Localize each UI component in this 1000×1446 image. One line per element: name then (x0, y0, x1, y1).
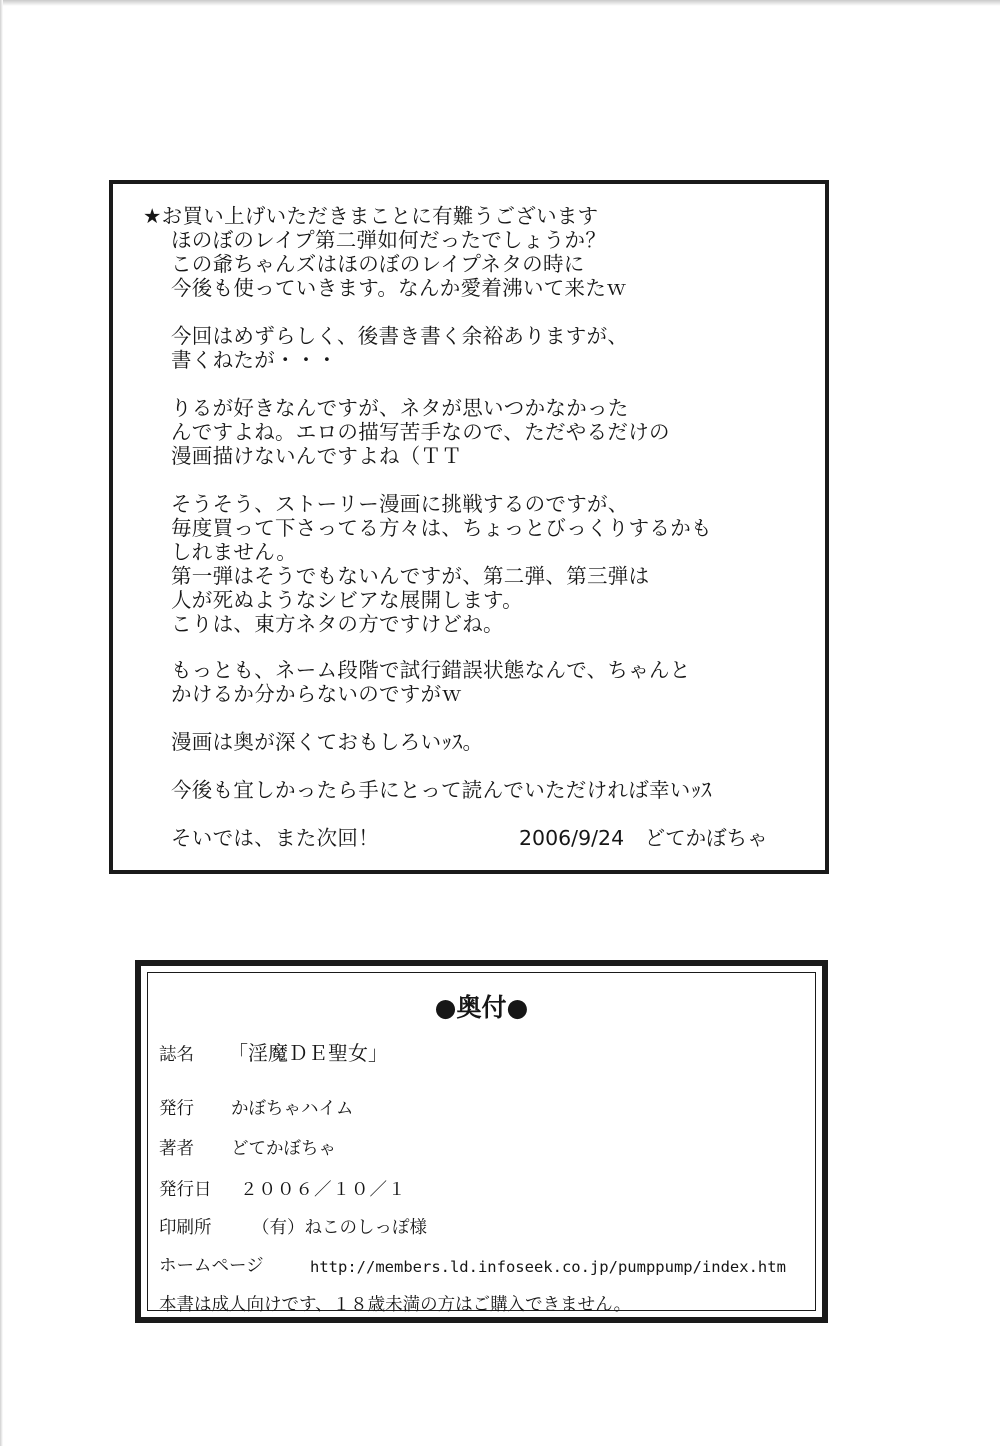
colophon-value-date: ２００６／１０／１ (240, 1180, 407, 1200)
afterword-line: もっとも、ネーム段階で試行錯誤状態なんで、ちゃんと (171, 658, 691, 682)
afterword-line: 毎度買って下さってる方々は、ちょっとびっくりするかも (171, 516, 712, 540)
afterword-signoff-date: 2006/9/24 どてかぼちゃ (519, 826, 768, 850)
colophon-inner-frame (147, 972, 816, 1315)
afterword-line: 書くねたが・・・ (171, 348, 338, 372)
afterword-box (109, 180, 829, 874)
afterword-signoff-text: そいでは、また次回！ (171, 826, 379, 850)
afterword-line: りるが好きなんですが、ネタが思いつかなかった (171, 396, 629, 420)
colophon-label-date: 発行日 (159, 1180, 212, 1200)
afterword-line: 第一弾はそうでもないんですが、第二弾、第三弾は (171, 564, 650, 588)
afterword-line: んですよね。エロの描写苦手なので、ただやるだけの (171, 420, 670, 444)
afterword-line: こりは、東方ネタの方ですけどね。 (171, 612, 504, 636)
afterword-line: 漫画は奥が深くておもしろいｯｽ。 (171, 730, 484, 754)
colophon-label-homepage: ホームページ (159, 1256, 264, 1276)
afterword-line: ほのぼのレイプ第二弾如何だったでしょうか？ (171, 228, 607, 252)
afterword-line: 今後も宜しかったら手にとって読んでいただければ幸いｯｽ (171, 778, 712, 802)
colophon-label-title: 誌名 (159, 1045, 194, 1065)
colophon-value-publisher: かぼちゃハイム (231, 1099, 354, 1119)
afterword-line: 漫画描けないんですよね（ＴＴ (171, 444, 463, 468)
afterword-line: ★お買い上げいただきまことに有難うございます (143, 204, 599, 228)
colophon-title: ●奥付● (434, 993, 529, 1022)
afterword-line: しれません。 (171, 540, 298, 564)
afterword-line: 人が死ぬようなシビアな展開します。 (171, 588, 523, 612)
colophon-value-title: 「淫魔ＤＥ聖女」 (228, 1041, 388, 1065)
colophon-box (135, 960, 828, 1323)
page-left-shadow (0, 0, 3, 1446)
colophon-label-author: 著者 (159, 1139, 194, 1159)
afterword-line: そうそう、ストーリー漫画に挑戦するのですが、 (171, 492, 629, 516)
afterword-line: 今回はめずらしく、後書き書く余裕ありますが、 (171, 324, 629, 348)
afterword-line: 今後も使っていきます。なんか愛着沸いて来たｗ (171, 276, 627, 300)
afterword-line: かけるか分からないのですがｗ (171, 682, 463, 706)
page-top-shadow (0, 0, 1000, 6)
afterword-line: この爺ちゃんズはほのぼのレイプネタの時に (171, 252, 585, 276)
colophon-label-printer: 印刷所 (159, 1218, 212, 1238)
colophon-value-homepage: http://members.ld.infoseek.co.jp/pumppump/index.htm (310, 1258, 786, 1276)
colophon-value-printer: （有）ねこのしっぽ様 (252, 1218, 427, 1238)
colophon-value-author: どてかぼちゃ (231, 1139, 336, 1159)
colophon-label-publisher: 発行 (159, 1099, 194, 1119)
colophon-age-notice: 本書は成人向けです、１８歳未満の方はご購入できません。 (159, 1295, 632, 1315)
